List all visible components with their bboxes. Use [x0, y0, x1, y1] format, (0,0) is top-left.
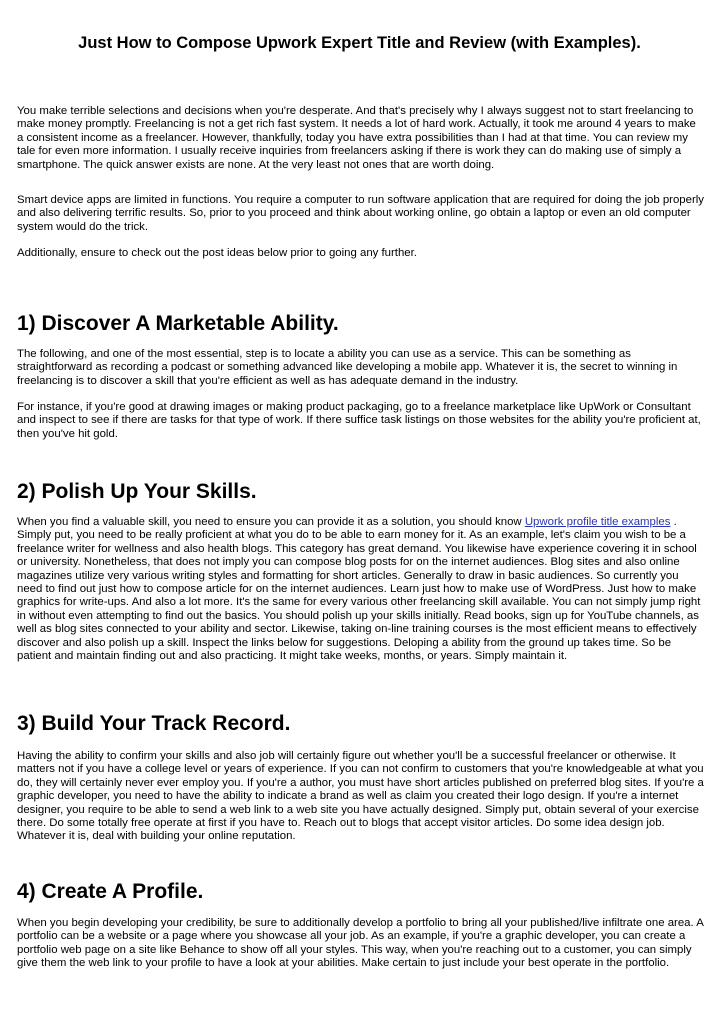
section-2-text-before-link: When you find a valuable skill, you need to ensure you can provide it as a solution, you should know [17, 516, 525, 528]
section-3-heading: 3) Build Your Track Record. [17, 712, 291, 735]
section-2-paragraph-1 [17, 516, 705, 663]
document-title: Just How to Compose Upwork Expert Title and Review (with Examples). [78, 34, 641, 52]
intro-paragraph-3: Additionally, ensure to check out the post ideas below prior to going any further. [17, 247, 417, 259]
section-1-paragraph-2: For instance, if you're good at drawing images or making product packaging, go to a freelance marketplace like UpWork or Consultant and inspect to see if there are tasks for that type of work. If there suffice task listings on those websites for the ability you're proficient at, then you've hit gold. [17, 401, 701, 440]
section-2-heading: 2) Polish Up Your Skills. [17, 480, 257, 503]
section-1-paragraph-1: The following, and one of the most essential, step is to locate a ability you can use as a service. This can be something as straightforward as recording a podcast or something advanced like developing a mobile app. Whatever it is, the secret to winning in freelancing is to discover a skill that you're efficient as well as has adequate demand in the industry. [17, 348, 678, 387]
upwork-profile-title-examples-link[interactable]: Upwork profile title examples [524, 516, 671, 528]
section-4-paragraph-1: When you begin developing your credibility, be sure to additionally develop a portfolio to bring all your published/live infiltrate one area. A portfolio can be a website or a page where you showcase all your job. As an example, if you're a graphic developer, you can create a portfolio web page on a site like Behance to show off all your styles. This way, when you're reaching out to a customer, you can simply give them the web link to your profile to have a look at your abilities. Make certain to just include your best operate in the portfolio. [17, 917, 704, 970]
section-1-heading: 1) Discover A Marketable Ability. [17, 312, 339, 335]
intro-paragraph-2: Smart device apps are limited in functions. You require a computer to run software application that are required for doing the job properly and also delivering terrific results. So, prior to you proceed and think about working online, go obtain a laptop or even an old computer system would do the trick. [17, 194, 704, 233]
section-2-text-after-link: . Simply put, you need to be really proficient at what you do to be able to earn money for it. As an example, let's claim you wish to be a freelance writer for wellness and also health blogs. This category has great demand. You likewise have experience covering it in school or university. Nonetheless, that does not imply you can compose blog posts for on the internet audiences. Blog sites and also online magazines utilize very various writing styles and formatting for short articles. Generally to draw in basic audiences. So currently you need to find out just how to compose article for on the internet audiences. Learn just how to make use of WordPress. Just how to make graphics for write-ups. And also a lot more. It's the same for every various other freelancing skill available. You can not simply jump right in without even attempting to find out the basics. You should polish up your skills initially. Read books, sign up for YouTube channels, as well as blog sites connected to your ability and sector. Likewise, taking on-line training courses is the most efficient means to effectively discover and also polish up a skill. Inspect the links below for suggestions. Deloping a ability from the ground up takes time. So be patient and maintain finding out and also practicing. It might take weeks, months, or years. Simply maintain it. [17, 516, 701, 663]
section-3-paragraph-1: Having the ability to confirm your skills and also job will certainly figure out whether you'll be a successful freelancer or otherwise. It matters not if you have a college level or years of experience. If you can not confirm to customers that you're knowledgeable at what you do, they will certainly never ever employ you. If you're a author, you must have short articles published on preferred blog sites. If you're a graphic developer, you need to have the ability to indicate a brand as well as claim you created their logo design. If you're a internet designer, you require to be able to send a web link to a web site you have actually designed. Simply put, obtain several of your exercise there. Do some totally free operate at first if you have to. Reach out to blogs that accept visitor articles. Do some idea design job. Whatever it is, deal with building your online reputation. [17, 750, 704, 843]
intro-paragraph-1: You make terrible selections and decisions when you're desperate. And that's precisely why I always suggest not to start freelancing to make money promptly. Freelancing is not a get rich fast system. It needs a lot of hard work. Actually, it took me around 4 years to make a consistent income as a freelancer. However, thankfully, today you have extra possibilities than I had at that time. You can review my tale for even more information. I usually receive inquiries from freelancers asking if there is work they can do making use of simply a smartphone. The quick answer exists are none. At the very least not ones that are worth doing. [17, 105, 696, 171]
section-4-heading: 4) Create A Profile. [17, 880, 204, 903]
